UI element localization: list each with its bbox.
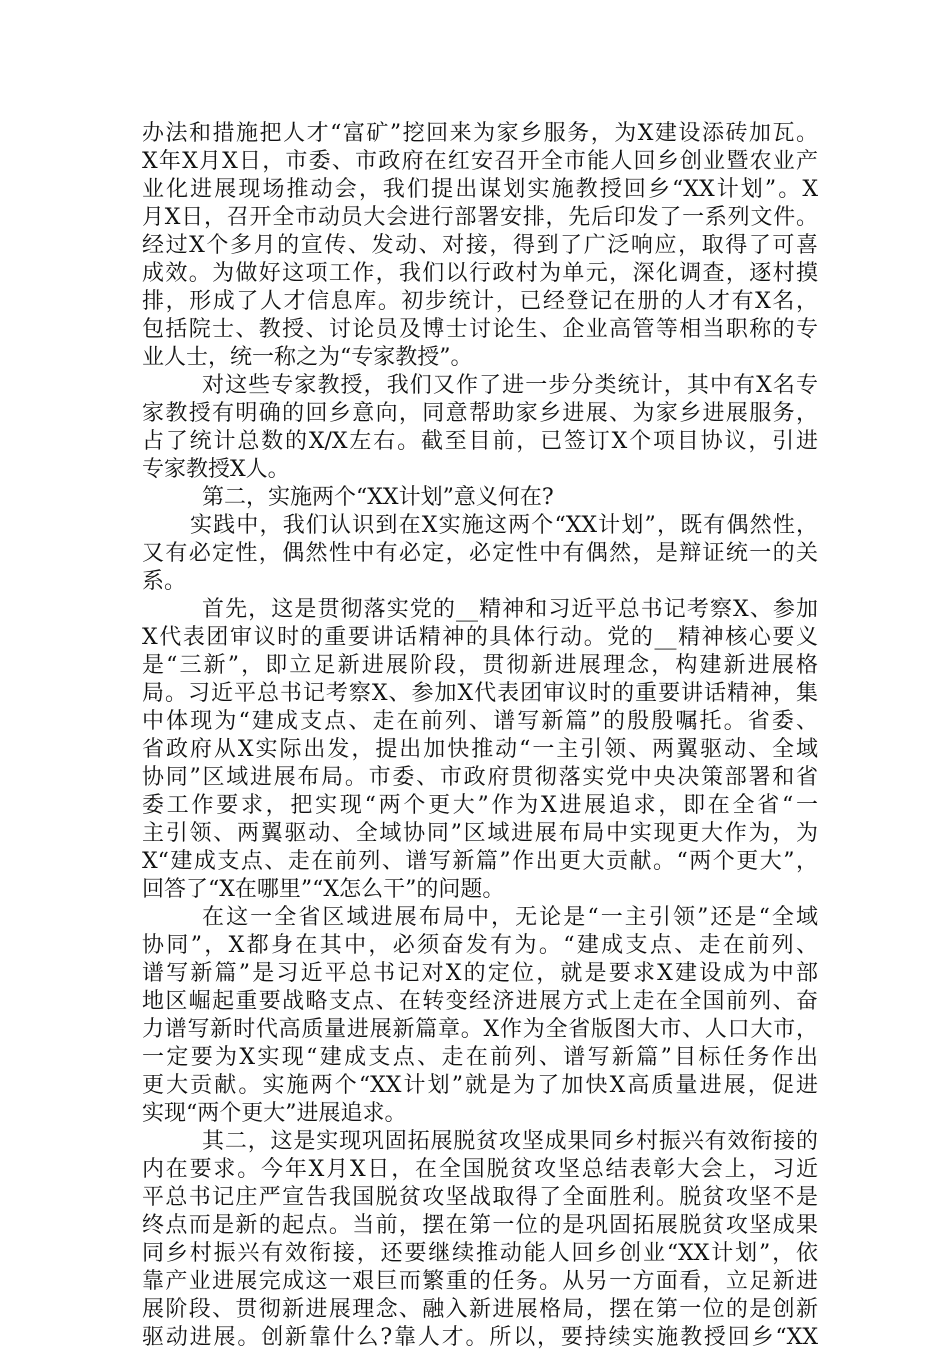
- section-heading: [142, 484, 818, 512]
- text-line: 系。: [142, 569, 187, 594]
- text-line: 业人士，统一称之为“专家教授”。: [142, 345, 473, 370]
- text-line: 中体现为“建成支点、走在前列、谱写新篇”的殷殷嘱托。省委、: [142, 709, 818, 734]
- text-line: 谱写新篇”是习近平总书记对X的定位，就是要求X建设成为中部: [142, 961, 818, 986]
- paragraph: [142, 512, 818, 596]
- text-line: 首先，这是贯彻落实党的__精神和习近平总书记考察X、参加: [202, 597, 818, 622]
- text-line: 协同”区域进展布局。市委、市政府贯彻落实党中央决策部署和省: [142, 765, 818, 790]
- text-line: 业化进展现场推动会，我们提出谋划实施教授回乡“XX计划”。X: [142, 177, 818, 202]
- text-line: 同乡村振兴有效衔接，还要继续推动能人回乡创业“XX计划”，依: [142, 1241, 818, 1266]
- paragraph: [142, 120, 818, 372]
- text-line: 排，形成了人才信息库。初步统计，已经登记在册的人才有X名，: [142, 289, 818, 314]
- text-line: 是“三新”，即立足新进展阶段，贯彻新进展理念，构建新进展格: [142, 653, 818, 678]
- text-line: 展阶段、贯彻新进展理念、融入新进展格局，摆在第一位的是创新: [142, 1297, 818, 1322]
- text-line: 在这一全省区域进展布局中，无论是“一主引领”还是“全域: [202, 905, 818, 930]
- paragraph: [142, 904, 818, 1128]
- text-line: 地区崛起重要战略支点、在转变经济进展方式上走在全国前列、奋: [142, 989, 818, 1014]
- paragraph: [142, 372, 818, 484]
- text-line: 实现“两个更大”进展追求。: [142, 1101, 407, 1126]
- text-line: 局。习近平总书记考察X、参加X代表团审议时的重要讲话精神，集: [142, 681, 818, 706]
- text-line: 占了统计总数的X/X左右。截至目前，已签订X个项目协议，引进: [142, 429, 818, 454]
- text-line: X“建成支点、走在前列、谱写新篇”作出更大贡献。“两个更大”，: [142, 849, 818, 874]
- text-line: 专家教授X人。: [142, 457, 290, 482]
- text-line: 更大贡献。实施两个“XX计划”就是为了加快X高质量进展，促进: [142, 1073, 818, 1098]
- text-line: 主引领、两翼驱动、全域协同”区域进展布局中实现更大作为，为: [142, 821, 818, 846]
- text-line: 对这些专家教授，我们又作了进一步分类统计，其中有X名专: [202, 373, 818, 398]
- text-line: X年X月X日，市委、市政府在红安召开全市能人回乡创业暨农业产: [142, 149, 818, 174]
- text-line: 平总书记庄严宣告我国脱贫攻坚战取得了全面胜利。脱贫攻坚不是: [142, 1185, 818, 1210]
- document-body: [142, 120, 818, 1352]
- heading-line: 第二，实施两个“XX计划”意义何在?: [202, 485, 554, 510]
- text-line: 回答了“X在哪里”“X怎么干”的问题。: [142, 877, 505, 902]
- text-line: X代表团审议时的重要讲话精神的具体行动。党的__精神核心要义: [142, 625, 818, 650]
- text-line: 家教授有明确的回乡意向，同意帮助家乡进展、为家乡进展服务，: [142, 401, 818, 426]
- text-line: 包括院士、教授、讨论员及博士讨论生、企业高管等相当职称的专: [142, 317, 818, 342]
- text-line: 靠产业进展完成这一艰巨而繁重的任务。从另一方面看，立足新进: [142, 1269, 818, 1294]
- text-line: 省政府从X实际出发，提出加快推动“一主引领、两翼驱动、全域: [142, 737, 818, 762]
- text-line: 经过X个多月的宣传、发动、对接，得到了广泛响应，取得了可喜: [142, 233, 818, 258]
- text-line: 内在要求。今年X月X日，在全国脱贫攻坚总结表彰大会上，习近: [142, 1157, 818, 1182]
- text-line: 实践中，我们认识到在X实施这两个“XX计划”，既有偶然性，: [190, 513, 818, 538]
- text-line: 成效。为做好这项工作，我们以行政村为单元，深化调查，逐村摸: [142, 261, 818, 286]
- text-line: 又有必定性，偶然性中有必定，必定性中有偶然，是辩证统一的关: [142, 541, 818, 566]
- text-line: 委工作要求，把实现“两个更大”作为X进展追求，即在全省“一: [142, 793, 818, 818]
- text-line: 其二，这是实现巩固拓展脱贫攻坚成果同乡村振兴有效衔接的: [202, 1129, 818, 1154]
- text-line: 驱动进展。创新靠什么?靠人才。所以，要持续实施教授回乡“XX: [142, 1325, 818, 1350]
- text-line: 力谱写新时代高质量进展新篇章。X作为全省版图大市、人口大市，: [142, 1017, 818, 1042]
- paragraph: [142, 596, 818, 904]
- text-line: 办法和措施把人才“富矿”挖回来为家乡服务，为X建设添砖加瓦。: [142, 121, 818, 146]
- text-line: 协同”，X都身在其中，必须奋发有为。“建成支点、走在前列、: [142, 933, 818, 958]
- text-line: 终点而是新的起点。当前，摆在第一位的是巩固拓展脱贫攻坚成果: [142, 1213, 818, 1238]
- text-line: 月X日，召开全市动员大会进行部署安排，先后印发了一系列文件。: [142, 205, 818, 230]
- paragraph: [142, 1128, 818, 1352]
- text-line: 一定要为X实现“建成支点、走在前列、谱写新篇”目标任务作出: [142, 1045, 818, 1070]
